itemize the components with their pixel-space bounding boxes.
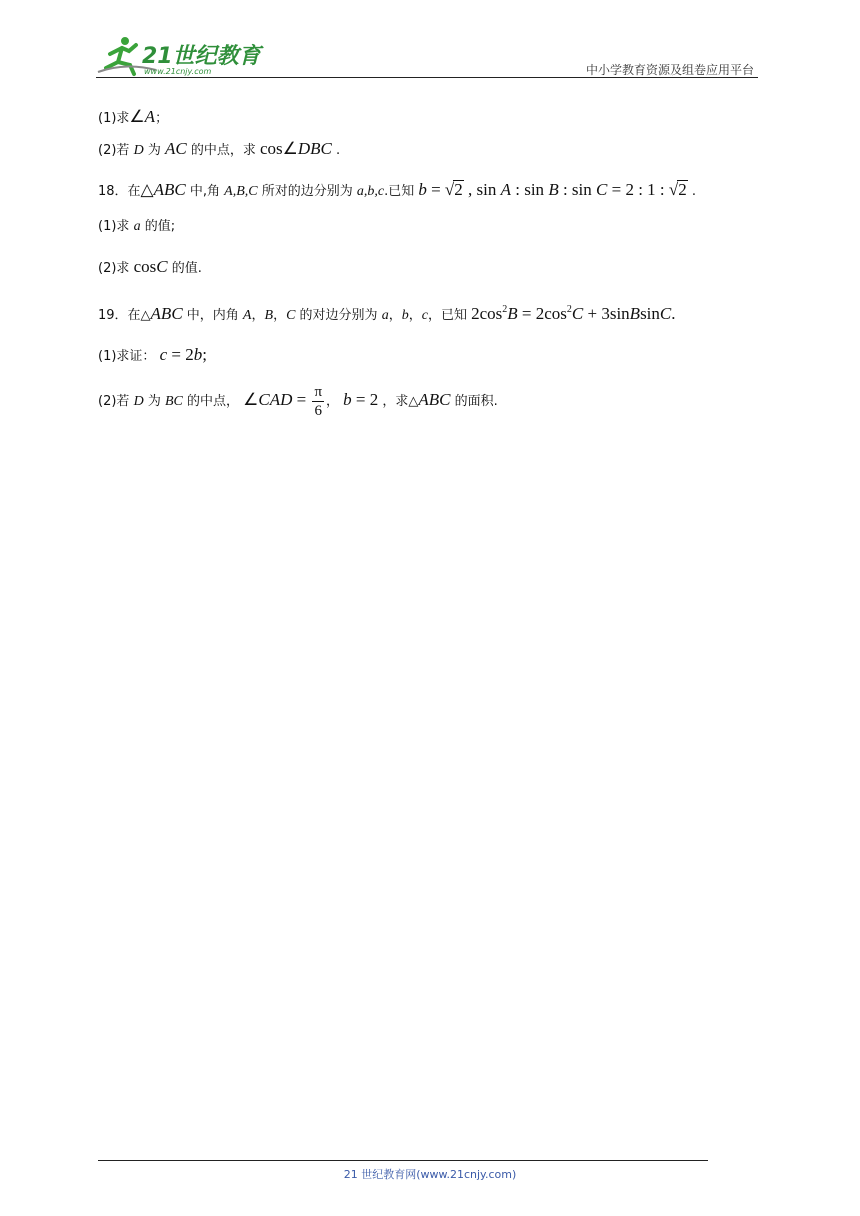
fraction-pi-over-6: $\frac{\pi}{6}$ — [314, 384, 323, 419]
svg-text:www.21cnjy.com: www.21cnjy.com — [144, 67, 212, 76]
q19-stem: 19．在△ABC 中，内角 A，B，C 的对边分别为 a，b，c，已知 $2\cos^2B = 2\cos^2C$ + 3sinBsinC. — [98, 304, 676, 323]
header-divider — [96, 77, 758, 78]
footer-divider — [98, 1160, 708, 1161]
q18-part2: (2)求 cosC 的值. — [98, 257, 202, 276]
svg-text:21世纪教育: 21世纪教育 — [142, 44, 261, 69]
q19-part2: (2)若 D 为 BC 的中点， ∠CAD = $\frac{\pi}{6}$ ， b = 2 ，求△ABC 的面积. — [98, 384, 498, 419]
header-platform-title: 中小学教育资源及组卷应用平台 — [585, 63, 754, 77]
page-header — [96, 30, 758, 78]
footer-site-text[interactable]: 21 世纪教育网(www.21cnjy.com) — [343, 1168, 517, 1181]
q17-part2: (2)若 D 为 AC 的中点，求 cos∠DBC . — [98, 139, 341, 158]
q19-part1: (1)求证： c = 2b; — [98, 345, 207, 364]
q18-stem: 18．在△ABC 中,角 A,B,C 所对的边分别为 a,b,c.已知 b = √2 , sin A : sin B : sin C = 2 : 1 : √2 . — [98, 180, 696, 199]
logo-21cnjy — [96, 32, 266, 78]
q18-part1: (1)求 a 的值; — [98, 219, 176, 234]
q17-part1: (1)求∠A； — [98, 107, 169, 126]
